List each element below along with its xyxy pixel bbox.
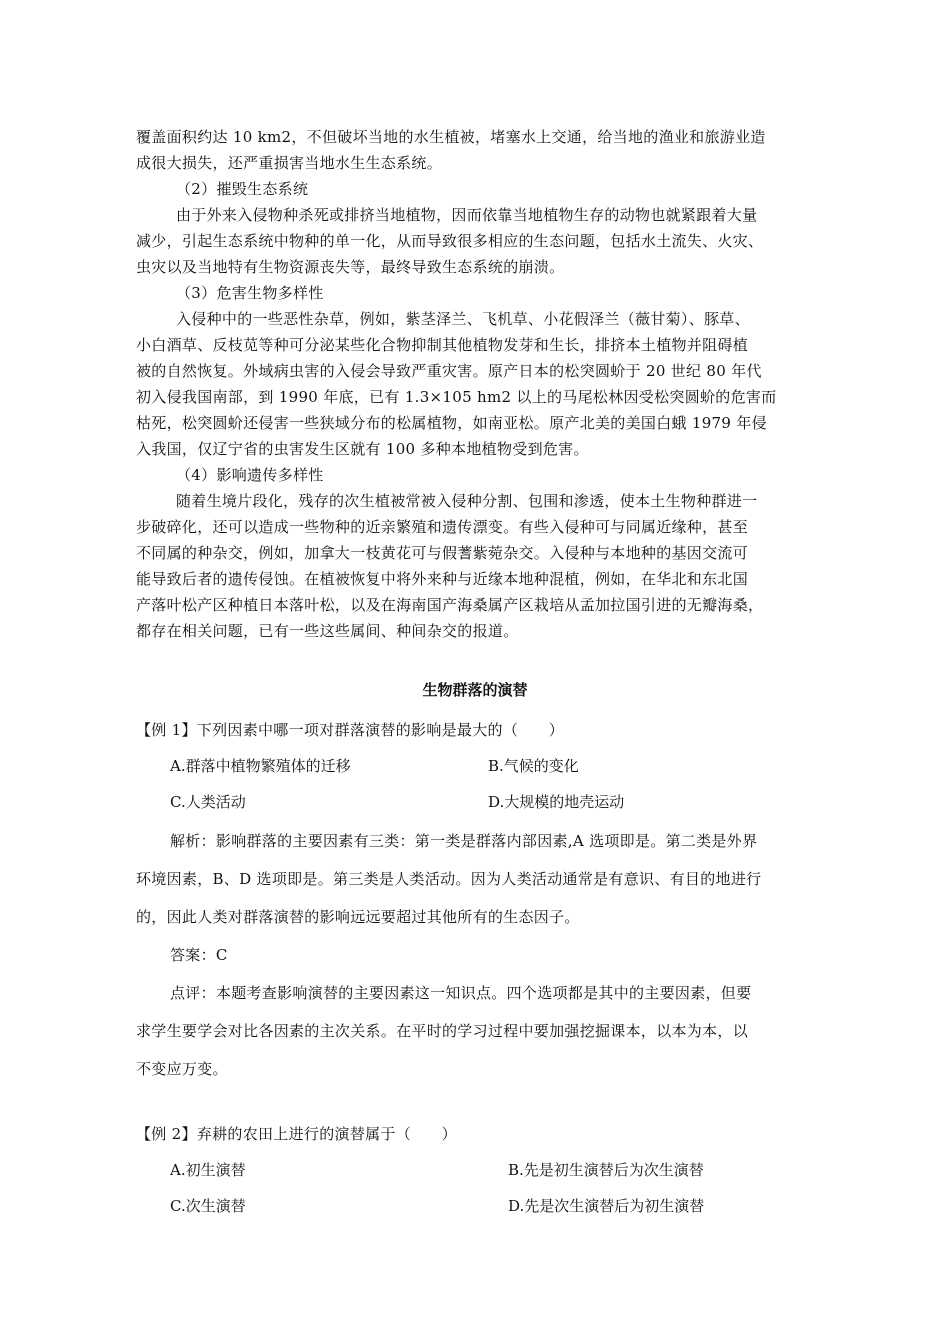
paragraph-line: 能导致后者的遗传侵蚀。在植被恢复中将外来种与近缘本地种混植，例如，在华北和东北国: [136, 570, 749, 588]
analysis-line: 解析：影响群落的主要因素有三类：第一类是群落内部因素,A 选项即是。第二类是外界: [170, 832, 758, 850]
paragraph-line: 被的自然恢复。外域病虫害的入侵会导致严重灾害。原产日本的松突圆蚧于 20 世纪 80 年代: [136, 362, 762, 380]
question-text: 【例 2】弃耕的农田上进行的演替属于（ ）: [136, 1125, 457, 1143]
paragraph-line: 虫灾以及当地特有生物资源丧失等，最终导致生态系统的崩溃。: [136, 258, 565, 276]
option-b: B.先是初生演替后为次生演替: [508, 1161, 704, 1179]
subheading: （4）影响遗传多样性: [176, 466, 324, 484]
analysis-line: 的，因此人类对群落演替的影响远远要超过其他所有的生态因子。: [136, 908, 580, 926]
subheading: （2）摧毁生态系统: [176, 180, 309, 198]
paragraph-line: 入我国，仅辽宁省的虫害发生区就有 100 多种本地植物受到危害。: [136, 440, 589, 458]
paragraph-line: 不同属的种杂交，例如，加拿大一枝黄花可与假蓍紫菀杂交。入侵种与本地种的基因交流可: [136, 544, 749, 562]
option-b: B.气候的变化: [488, 757, 579, 775]
comment-line: 不变应万变。: [136, 1060, 228, 1078]
paragraph-line: 步破碎化，还可以造成一些物种的近亲繁殖和遗传漂变。有些入侵种可与同属近缘种，甚至: [136, 518, 749, 536]
question-text: 【例 1】下列因素中哪一项对群落演替的影响是最大的（ ）: [136, 721, 565, 739]
section-title: 生物群落的演替: [422, 681, 528, 699]
paragraph-line: 初入侵我国南部，到 1990 年底，已有 1.3×105 hm2 以上的马尾松林因受松突圆蚧的危害而: [136, 388, 777, 406]
option-d: D.大规模的地壳运动: [488, 793, 625, 811]
paragraph-line: 覆盖面积约达 10 km2，不但破坏当地的水生植被，堵塞水上交通，给当地的渔业和旅游业造: [136, 128, 766, 146]
paragraph-line: 都存在相关问题，已有一些这些属间、种间杂交的报道。: [136, 622, 519, 640]
comment-line: 点评：本题考查影响演替的主要因素这一知识点。四个选项都是其中的主要因素，但要: [170, 984, 752, 1002]
paragraph-line: 入侵种中的一些恶性杂草，例如，紫茎泽兰、飞机草、小花假泽兰（薇甘菊）、豚草、: [176, 310, 750, 328]
option-c: C.人类活动: [170, 793, 246, 811]
paragraph-line: 产落叶松产区种植日本落叶松，以及在海南国产海桑属产区栽培从孟加拉国引进的无瓣海桑，: [136, 596, 764, 614]
paragraph-line: 成很大损失，还严重损害当地水生生态系统。: [136, 154, 443, 172]
option-a: A.初生演替: [170, 1161, 246, 1179]
paragraph-line: 由于外来入侵物种杀死或排挤当地植物，因而依靠当地植物生存的动物也就紧跟着大量: [176, 206, 758, 224]
answer-text: 答案：C: [170, 946, 228, 964]
paragraph-line: 小白酒草、反枝苋等种可分泌某些化合物抑制其他植物发芽和生长，排挤本土植物并阻碍植: [136, 336, 749, 354]
option-c: C.次生演替: [170, 1197, 246, 1215]
analysis-line: 环境因素，B、D 选项即是。第三类是人类活动。因为人类活动通常是有意识、有目的地进行: [136, 870, 762, 888]
paragraph-line: 随着生境片段化，残存的次生植被常被入侵种分割、包围和渗透，使本土生物种群进一: [176, 492, 758, 510]
paragraph-line: 减少，引起生态系统中物种的单一化，从而导致很多相应的生态问题，包括水土流失、火灾、: [136, 232, 764, 250]
subheading: （3）危害生物多样性: [176, 284, 324, 302]
option-d: D.先是次生演替后为初生演替: [508, 1197, 705, 1215]
option-a: A.群落中植物繁殖体的迁移: [170, 757, 351, 775]
comment-line: 求学生要学会对比各因素的主次关系。在平时的学习过程中要加强挖掘课本，以本为本，以: [136, 1022, 749, 1040]
paragraph-line: 枯死，松突圆蚧还侵害一些狭域分布的松属植物，如南亚松。原产北美的美国白蛾 1979 年侵: [136, 414, 767, 432]
